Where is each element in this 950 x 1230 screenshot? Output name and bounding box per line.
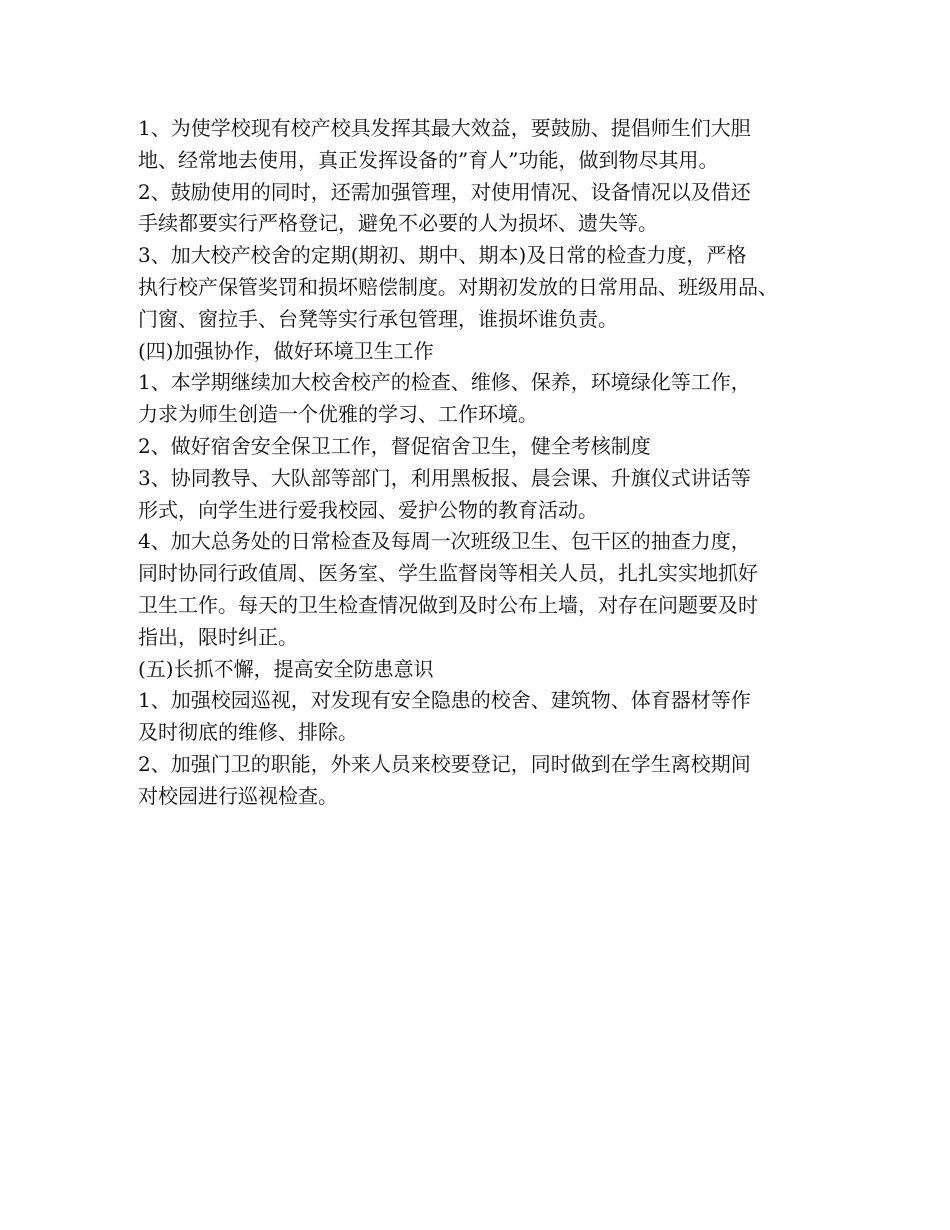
text-line: 1、加强校园巡视，对发现有安全隐患的校舍、建筑物、体育器材等作	[138, 688, 751, 713]
text-line: 执行校产保管奖罚和损坏赔偿制度。对期初发放的日常用品、班级用品、	[138, 274, 778, 299]
text-line: 卫生工作。每天的卫生检查情况做到及时公布上墙，对存在问题要及时	[138, 592, 758, 617]
text-line: 及时彻底的维修、排除。	[138, 720, 358, 745]
section-heading: (四)加强协作，做好环境卫生工作	[138, 338, 434, 363]
text-line: 地、经常地去使用，真正发挥设备的”育人”功能，做到物尽其用。	[138, 147, 719, 172]
document-body	[138, 113, 838, 813]
text-line: 2、加强门卫的职能，外来人员来校要登记，同时做到在学生离校期间	[138, 751, 751, 776]
text-line: 门窗、窗拉手、台凳等实行承包管理，谁损坏谁负责。	[138, 306, 618, 331]
text-line: 手续都要实行严格登记，避免不必要的人为损坏、遗失等。	[138, 211, 658, 236]
text-line: 指出，限时纠正。	[138, 624, 298, 649]
text-line: 1、本学期继续加大校舍校产的检查、维修、保养，环境绿化等工作，	[138, 370, 751, 395]
text-line: 2、做好宿舍安全保卫工作，督促宿舍卫生，健全考核制度	[138, 433, 651, 458]
text-line: 3、协同教导、大队部等部门，利用黑板报、晨会课、升旗仪式讲话等	[138, 465, 751, 490]
text-line: 2、鼓励使用的同时，还需加强管理，对使用情况、设备情况以及借还	[138, 179, 751, 204]
text-line: 力求为师生创造一个优雅的学习、工作环境。	[138, 402, 538, 427]
text-line: 1、为使学校现有校产校具发挥其最大效益，要鼓励、提倡师生们大胆	[138, 116, 751, 140]
text-line: 3、加大校产校舍的定期(期初、期中、期本)及日常的检查力度，严格	[138, 243, 747, 268]
text-line: 同时协同行政值周、医务室、学生监督岗等相关人员，扎扎实实地抓好	[138, 561, 758, 586]
text-line: 4、加大总务处的日常检查及每周一次班级卫生、包干区的抽查力度，	[138, 529, 751, 554]
text-line: 形式，向学生进行爱我校园、爱护公物的教育活动。	[138, 497, 598, 522]
section-heading: (五)长抓不懈，提高安全防患意识	[138, 656, 434, 681]
text-line: 对校园进行巡视检查。	[138, 783, 338, 808]
